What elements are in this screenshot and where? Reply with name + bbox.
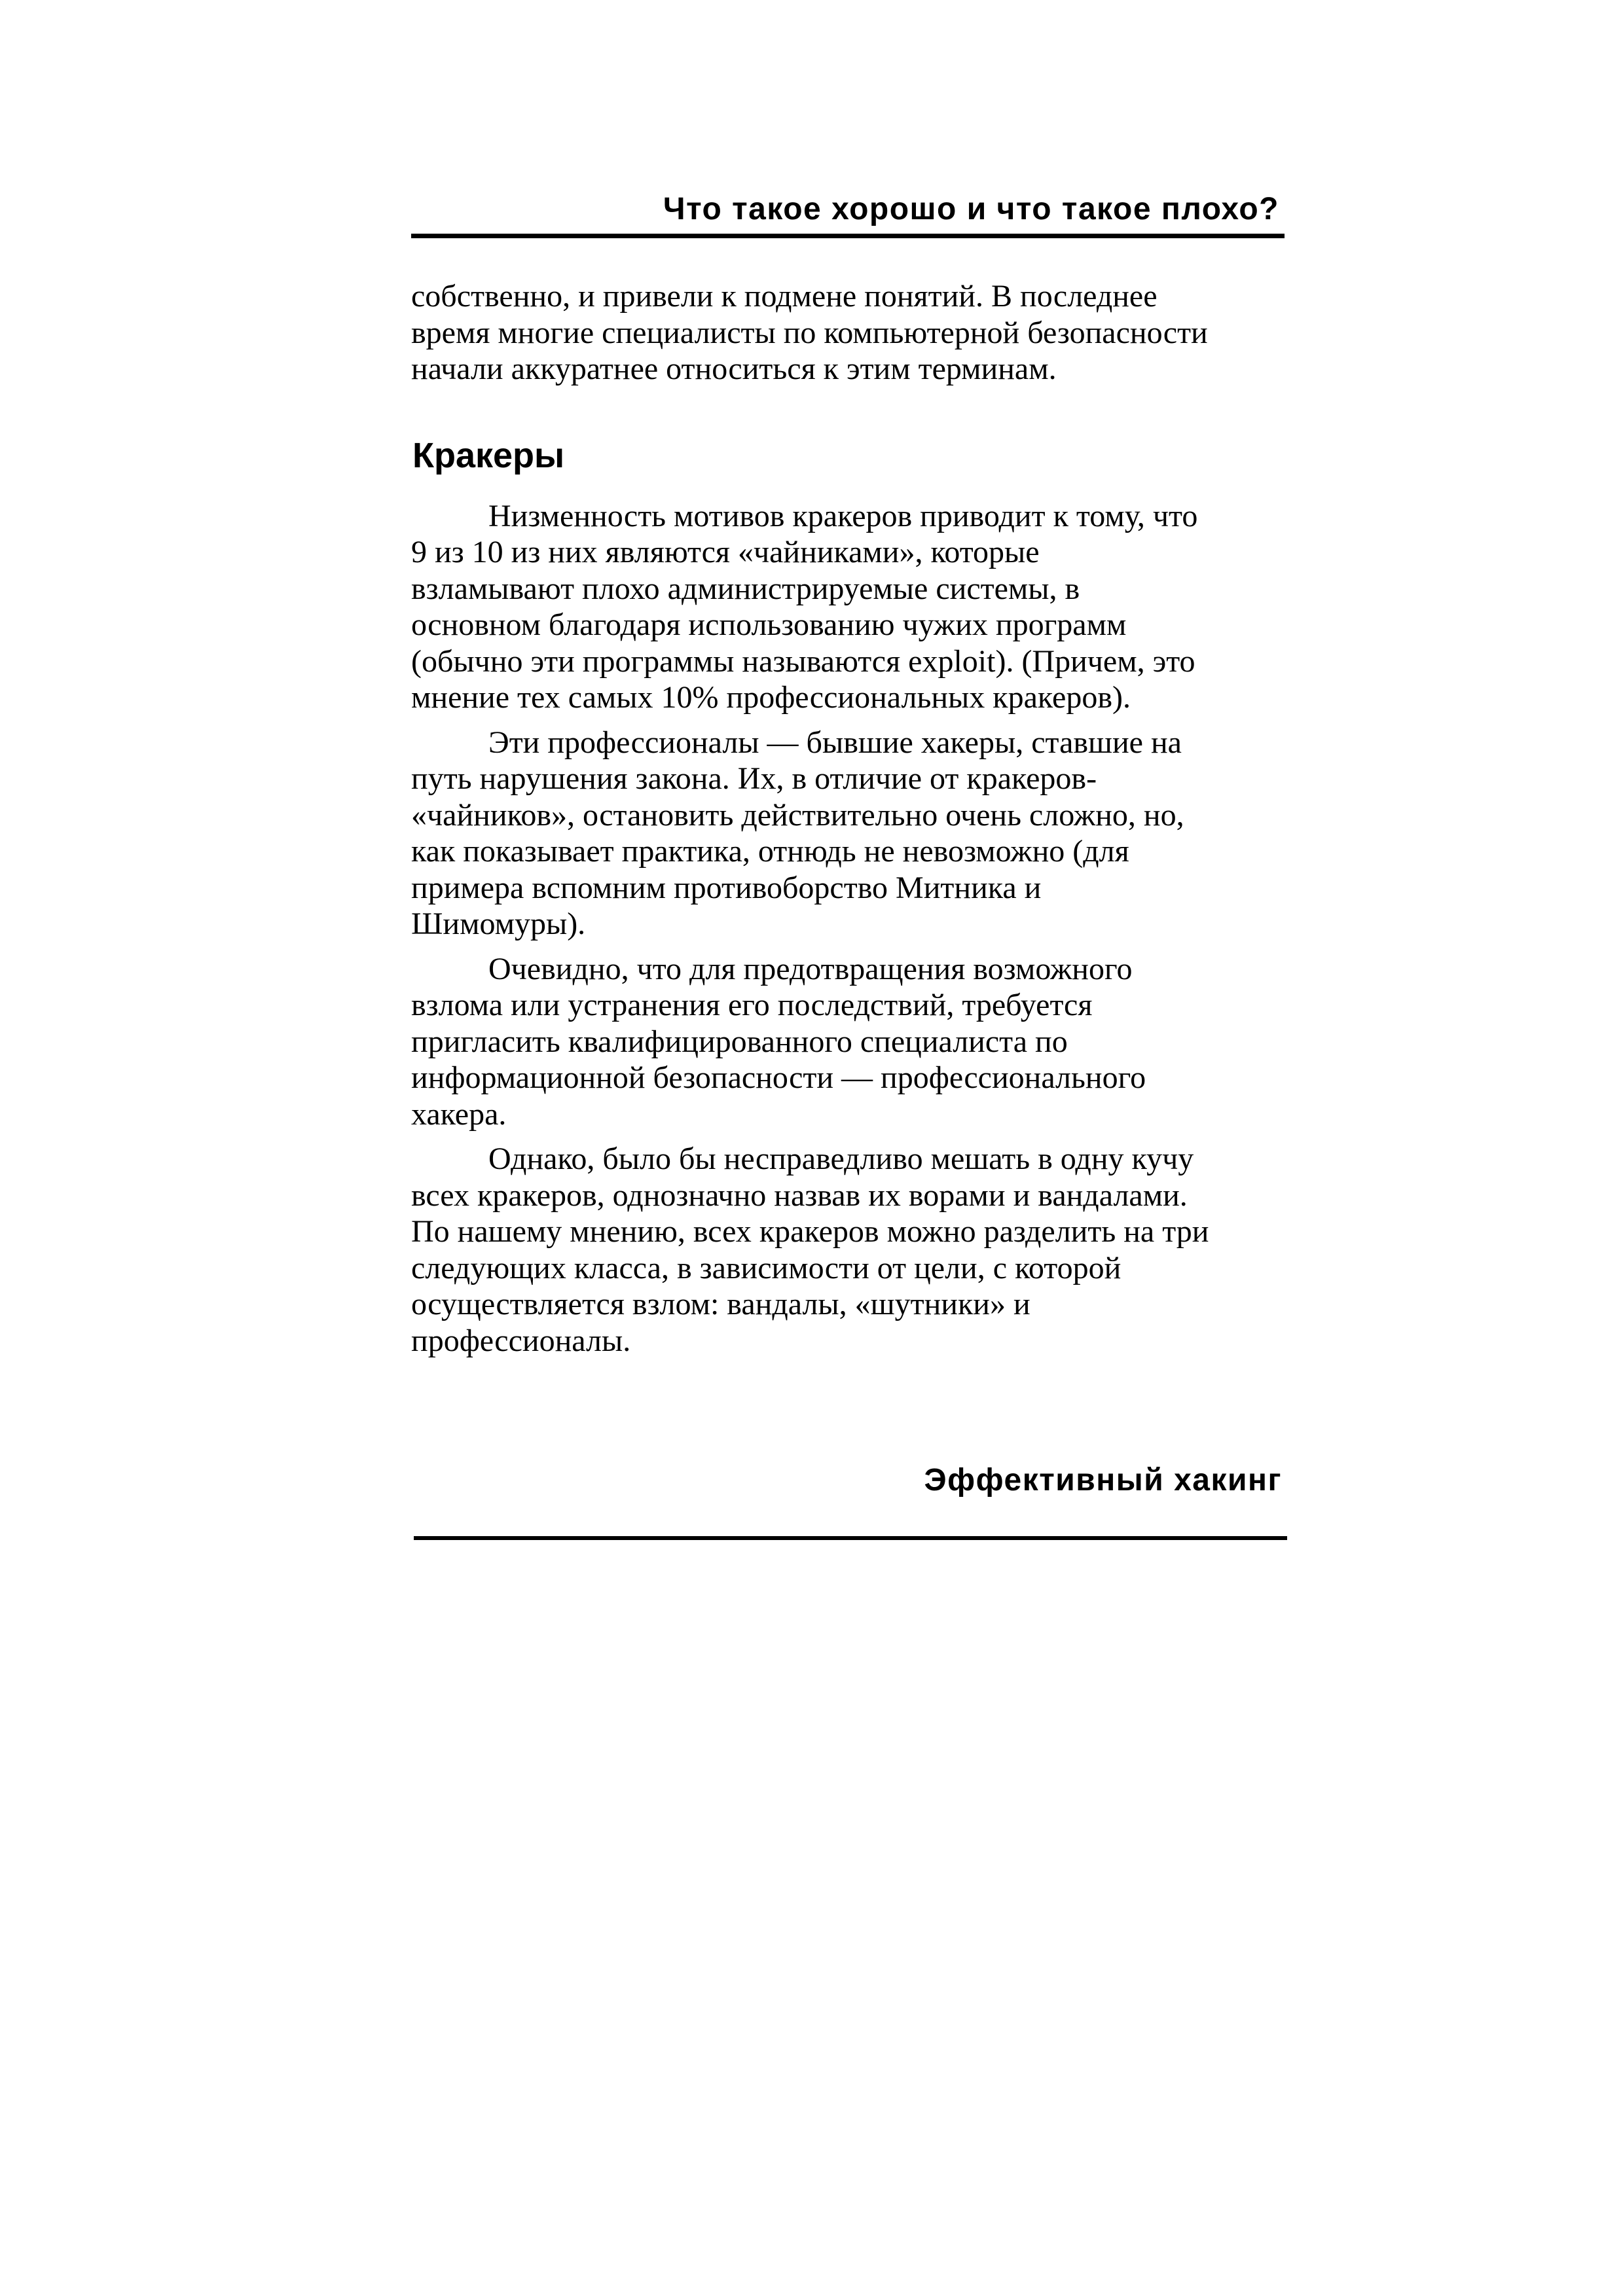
text-line: всех кракеров, однозначно назвав их ворами и вандалами. [411,1177,1188,1213]
text-line: Низменность мотивов кракеров приводит к тому, что [488,498,1198,533]
text-line: следующих класса, в зависимости от цели, с которой [411,1250,1122,1285]
text-line: профессионалы. [411,1323,631,1358]
paragraph-4 [411,1141,1295,1359]
text-line: Очевидно, что для предотвращения возможного [488,951,1133,986]
footer-rule [414,1536,1287,1540]
text-line: собственно, и привели к подмене понятий. В последнее [411,279,1158,314]
text-line: По нашему мнению, всех кракеров можно разделить на три [411,1214,1209,1249]
text-line: примера вспомним противоборство Митника и [411,870,1042,905]
text-line: пригласить квалифицированного специалиста по [411,1024,1068,1059]
section-heading: Кракеры [412,435,565,475]
text-line: хакера. [411,1096,507,1132]
text-line: взламывают плохо администрируемые системы, в [411,571,1080,606]
text-line: (обычно эти программы называются exploit). (Причем, это [411,643,1195,679]
text-line: Шимомуры). [411,906,586,941]
paragraph-1 [411,498,1295,716]
text-line: взлома или устранения его последствий, требуется [411,988,1093,1022]
text-line: Эти профессионалы — бывшие хакеры, ставшие на [488,725,1182,760]
page-body [411,278,1295,1359]
running-header-title: Что такое хорошо и что такое плохо? [663,192,1279,226]
text-line: осуществляется взлом: вандалы, «шутники» и [411,1287,1030,1321]
header-rule [411,234,1285,238]
text-line: «чайников», остановить действительно очень сложно, но, [411,797,1184,833]
text-line: 9 из 10 из них являются «чайниками», которые [411,535,1040,569]
paragraph-3 [411,951,1295,1133]
text-line: информационной безопасности — профессионального [411,1060,1146,1095]
text-line: мнение тех самых 10% профессиональных кракеров). [411,680,1131,715]
running-footer-title: Эффективный хакинг [924,1463,1282,1498]
intro-paragraph [411,278,1295,387]
text-line: время многие специалисты по компьютерной безопасности [411,315,1208,350]
paragraph-2 [411,725,1295,942]
text-line: как показывает практика, отнюдь не невозможно (для [411,834,1129,869]
text-line: Однако, было бы несправедливо мешать в одну кучу [488,1141,1194,1176]
text-line: начали аккуратнее относиться к этим терминам. [411,351,1057,386]
text-line: основном благодаря использованию чужих программ [411,607,1127,642]
text-line: путь нарушения закона. Их, в отличие от кракеров- [411,761,1097,796]
